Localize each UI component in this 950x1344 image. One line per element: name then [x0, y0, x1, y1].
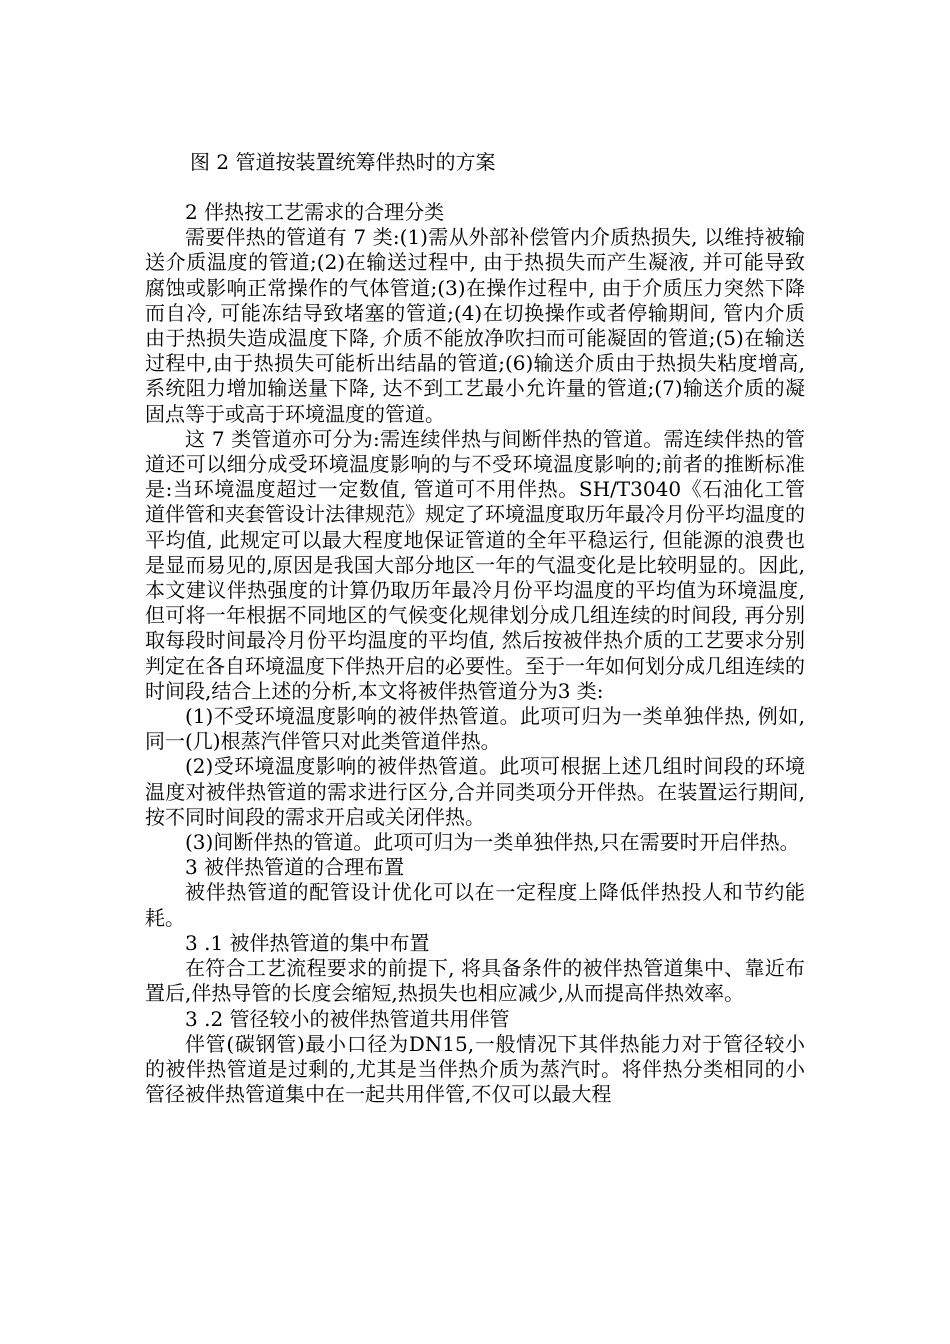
- section-2-heading: 2 伴热按工艺需求的合理分类: [185, 200, 445, 224]
- section-2-paragraph-2: 这 7 类管道亦可分为:需连续伴热与间断伴热的管道。需连续伴热的管道还可以细分成受环境温度影响的与不受环境温度影响的;前者的推断标准是:当环境温度超过一定数值, 管道可不用伴热。SH/T3040《石油化工管道伴管和夹套管设计法律规范》规定了环境温度取历年最冷月份平均温度的平均值, 此规定可以最大程度地保证管道的全年平稳运行, 但能源的浪费也是显而易见的,原因是我国大部分地区一年的气温变化是比较明显的。因此, 本文建议伴热强度的计算仍取历年最冷月份平均温度的平均值为环境温度, 但可将一年根据不同地区的气候变化规律划分成几组连续的时间段, 再分别取每段时间最冷月份平均温度的平均值, 然后按被伴热介质的工艺要求分别判定在各自环境温度下伴热开启的必要性。至于一年如何划分成几组连续的时间段,结合上述的分析,本文将被伴热管道分为3 类:: [145, 426, 805, 703]
- section-3-1-text: 在符合工艺流程要求的前提下, 将具备条件的被伴热管道集中、靠近布置后,伴热导管的长度会缩短,热损失也相应减少,从而提高伴热效率。: [145, 956, 805, 1006]
- section-3-2-text: 伴管(碳钢管)最小口径为DN15,一般情况下其伴热能力对于管径较小的被伴热管道是过剩的,尤其是当伴热介质为蒸汽时。将伴热分类相同的小管径被伴热管道集中在一起共用伴管,不仅可以最大程: [145, 1031, 805, 1107]
- section-2-item-3: (3)间断伴热的管道。此项可归为一类单独伴热,只在需要时开启伴热。: [185, 830, 800, 855]
- section-2-paragraph-1: 需要伴热的管道有 7 类:(1)需从外部补偿管内介质热损失, 以维持被输送介质温度的管道;(2)在输送过程中, 由于热损失而产生凝液, 并可能导致腐蚀或影响正常操作的气体管道;(3)在操作过程中, 由于介质压力突然下降而自冷, 可能冻结导致堵塞的管道;(4)在切换操作或者停输期间, 管内介质由于热损失造成温度下降, 介质不能放净吹扫而可能凝固的管道;(5)在输送过程中,由于热损失可能析出结晶的管道;(6)输送介质由于热损失粘度增高, 系统阻力增加输送量下降, 达不到工艺最小允许量的管道;(7)输送介质的凝固点等于或高于环境温度的管道。: [145, 225, 805, 426]
- section-2-item-1: (1)不受环境温度影响的被伴热管道。此项可归为一类单独伴热, 例如, 同一(几)根蒸汽伴管只对此类管道伴热。: [145, 704, 805, 754]
- section-2-item-2: (2)受环境温度影响的被伴热管道。此项可根据上述几组时间段的环境温度对被伴热管道的需求进行区分,合并同类项分开伴热。在装置运行期间,按不同时间段的需求开启或关闭伴热。: [145, 754, 805, 829]
- section-3-intro: 被伴热管道的配管设计优化可以在一定程度上降低伴热投人和节约能耗。: [145, 880, 805, 930]
- section-3-2-heading: 3 .2 管径较小的被伴热管道共用伴管: [185, 1006, 510, 1031]
- section-3-1-heading: 3 .1 被伴热管道的集中布置: [185, 930, 430, 955]
- figure-caption: 图 2 管道按装置统筹伴热时的方案: [190, 150, 496, 174]
- section-3-heading: 3 被伴热管道的合理布置: [185, 855, 405, 880]
- body-text: [145, 200, 805, 1107]
